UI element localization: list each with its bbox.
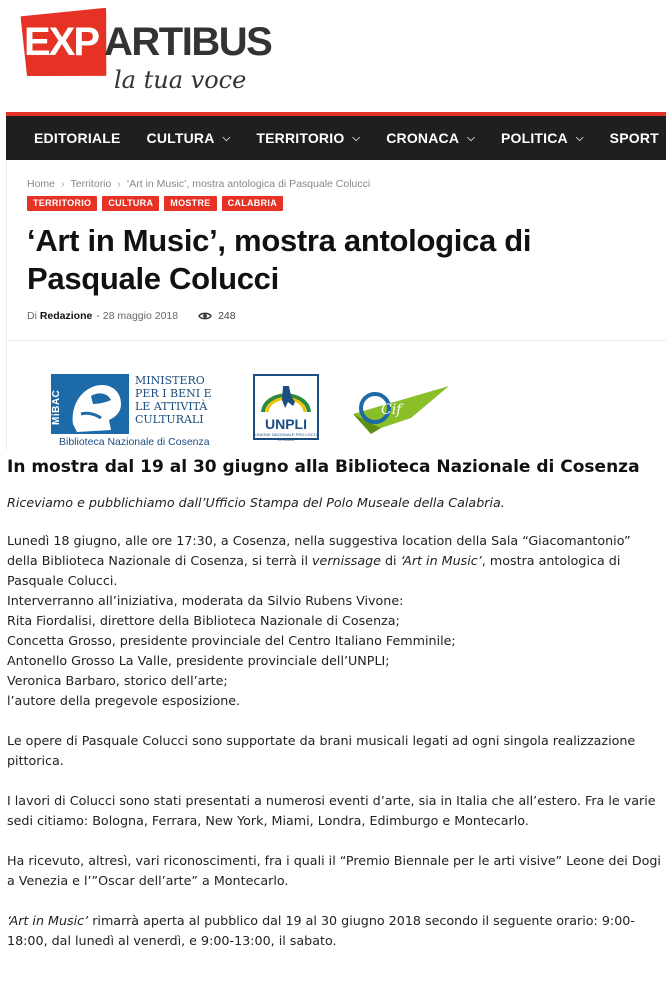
chevron-down-icon: ⌵: [352, 132, 361, 144]
mibac-library-text: Biblioteca Nazionale di Cosenza: [59, 436, 210, 448]
mibac-logo: [51, 374, 221, 450]
site-header: [0, 0, 666, 112]
exhibition-title: ‘Art in Music’: [400, 553, 482, 568]
speaker-line: Veronica Barbaro, storico dell’arte;: [7, 673, 228, 688]
nav-item-editoriale[interactable]: [34, 130, 121, 146]
sponsor-logos: [51, 374, 666, 450]
event-text: , mostra antologica di Pasquale Colucci.: [7, 553, 621, 588]
main-nav: [6, 116, 666, 160]
nav-item-cronaca[interactable]: [386, 130, 475, 146]
view-count: [198, 310, 236, 322]
breadcrumb-current: ‘Art in Music’, mostra antologica di Pasquale Colucci: [126, 178, 371, 190]
nav-item-label: EDITORIALE: [34, 130, 121, 146]
nav-item-politica[interactable]: [501, 130, 584, 146]
schedule-paragraph: [7, 911, 664, 951]
nav-item-label: SPORT: [609, 130, 659, 146]
category-tag-mostre[interactable]: MOSTRE: [164, 196, 216, 211]
speaker-line: Rita Fiordalisi, direttore della Biblioteca Nazionale di Cosenza;: [7, 613, 400, 628]
cif-emblem: [351, 378, 451, 438]
logo-artibus-text: ARTIBUS: [104, 20, 272, 64]
speaker-line: Interverranno all’iniziativa, moderata da Silvio Rubens Vivone:: [7, 593, 404, 608]
awards-paragraph: Ha ricevuto, altresì, vari riconoscimenti, fra i quali il “Premio Biennale per le arti visive” Leone dei Dogi a Venezia e l’”Oscar dell’arte” a Montecarlo.: [7, 853, 661, 888]
nav-item-sport[interactable]: [610, 130, 659, 146]
event-paragraph: [7, 531, 664, 711]
mibac-line: MINISTERO: [135, 374, 205, 387]
works-paragraph: Le opere di Pasquale Colucci sono supportate da brani musicali legati ad ogni singola realizzazione pittorica.: [7, 733, 636, 768]
speaker-line: Antonello Grosso La Valle, presidente provinciale dell’UNPLI;: [7, 653, 390, 668]
unpli-text: UNPLI: [265, 416, 307, 432]
mibac-line: LE ATTIVITÀ: [135, 400, 208, 413]
author-link[interactable]: Redazione: [39, 310, 93, 322]
eye-icon: [198, 311, 212, 321]
article-header: [6, 160, 666, 450]
chevron-down-icon: ⌵: [467, 132, 475, 144]
schedule-text: rimarrà aperta al pubblico dal 19 al 30 giugno 2018 secondo il seguente orario: 9:00-18:00, dal lunedì al venerdì, e 9:00-13:00, il sabato.: [7, 913, 635, 948]
article-body: [6, 456, 664, 951]
publish-date: - 28 maggio 2018: [96, 310, 179, 322]
nav-item-label: CULTURA: [146, 130, 215, 146]
unpli-subtext: UNIONE NAZIONALE PRO LOCO D'ITALIA: [255, 432, 317, 442]
nav-item-label: TERRITORIO: [256, 130, 345, 146]
event-text: Lunedì 18 giugno, alle ore 17:30, a Cosenza, nella suggestiva location della Sala “Giacomantonio” della Biblioteca Nazionale di Cosenza, si terrà il: [7, 533, 631, 568]
category-tag-territorio[interactable]: TERRITORIO: [27, 196, 97, 211]
site-logo[interactable]: [22, 8, 272, 104]
press-intro: Riceviamo e pubblichiamo dall’Ufficio Stampa del Polo Museale della Calabria.: [7, 495, 505, 510]
mibac-line: CULTURALI: [135, 413, 204, 426]
logo-exp-text: EXP: [24, 20, 99, 64]
article-meta: [27, 310, 236, 322]
exhibition-title: ‘Art in Music’: [7, 913, 89, 928]
breadcrumb: [27, 178, 370, 190]
vernissage-text: vernissage: [312, 553, 381, 568]
author-prefix: Di: [27, 310, 37, 322]
article-title: ‘Art in Music’, mostra antologica di Pasquale Colucci: [27, 223, 532, 296]
speaker-line: Concetta Grosso, presidente provinciale del Centro Italiano Femminile;: [7, 633, 456, 648]
mibac-ministry-text: [135, 374, 212, 426]
chevron-down-icon: ⌵: [222, 132, 231, 144]
category-tags: [27, 196, 288, 211]
nav-item-territorio[interactable]: [256, 130, 360, 146]
cif-label: Cif: [381, 402, 402, 418]
view-count-value: 248: [218, 310, 236, 322]
italy-arc-icon: [255, 376, 317, 416]
nav-item-label: CRONACA: [386, 130, 460, 146]
nav-item-label: POLITICA: [500, 130, 568, 146]
logo-tagline: la tua voce: [114, 66, 247, 94]
article-subtitle: In mostra dal 19 al 30 giugno alla Biblioteca Nazionale di Cosenza: [7, 457, 640, 477]
breadcrumb-territorio[interactable]: Territorio: [70, 178, 112, 190]
category-tag-calabria[interactable]: CALABRIA: [222, 196, 283, 211]
breadcrumb-separator-icon: ›: [61, 178, 65, 190]
cif-logo: [351, 378, 451, 438]
chevron-down-icon: ⌵: [575, 132, 584, 144]
nav-item-cultura[interactable]: [147, 130, 231, 146]
breadcrumb-separator-icon: ›: [117, 178, 121, 190]
speaker-line: l’autore della pregevole esposizione.: [7, 693, 241, 708]
unpli-logo: [253, 374, 319, 440]
category-tag-cultura[interactable]: CULTURA: [102, 196, 159, 211]
event-text: di: [380, 553, 401, 568]
mibac-vertical-text: MiBAC: [51, 389, 62, 425]
header-divider: [7, 340, 666, 341]
breadcrumb-home[interactable]: Home: [27, 178, 56, 190]
mibac-line: PER I BENI E: [135, 387, 212, 400]
venues-paragraph: I lavori di Colucci sono stati presentati a numerosi eventi d’arte, sia in Italia che all’estero. Fra le varie sedi citiamo: Bologna, Ferrara, New York, Miami, Londra, Edimburgo e Montecarlo.: [7, 793, 656, 828]
